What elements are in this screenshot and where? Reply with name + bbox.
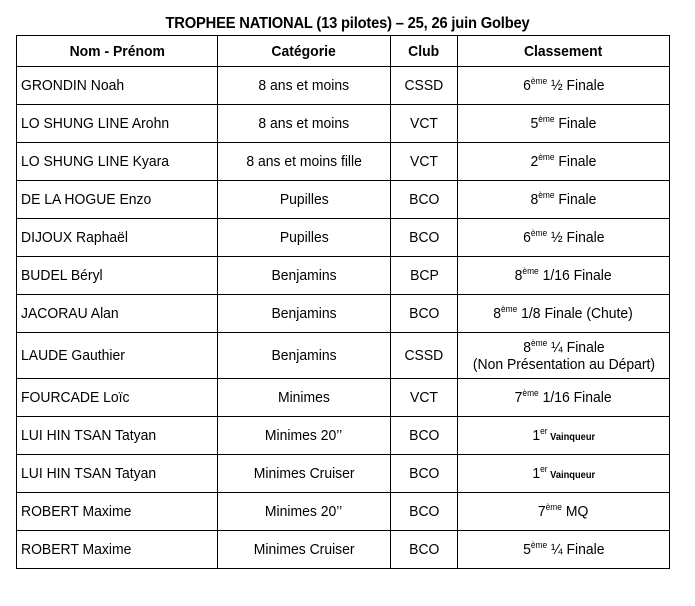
pilot-name: LUI HIN TSAN Tatyan [17,455,218,493]
pilot-name: FOURCADE Loïc [17,379,218,417]
rank-result: Vainqueur [547,432,595,443]
ranking-cell [458,257,670,295]
rank-result: ¼ Finale [546,541,605,558]
rank-number: 7 [515,389,523,406]
rank-result: Vainqueur [547,470,595,481]
ranking-cell [458,379,670,417]
category-cell: Benjamins [218,333,391,379]
ranking-cell [458,105,670,143]
ranking-cell [458,67,670,105]
rank-result: 1/16 Finale [539,389,612,406]
club-cell: BCP [391,257,458,295]
header-category: Catégorie [218,36,391,67]
category-cell: Benjamins [218,295,391,333]
rank-number: 5 [530,115,539,132]
ranking-cell [458,295,670,333]
pilot-name: BUDEL Béryl [17,257,218,295]
rank-number: 8 [493,305,502,322]
ranking-cell [458,143,670,181]
category-cell: Minimes [218,379,391,417]
rank-result: MQ [562,503,589,520]
club-cell: BCO [391,181,458,219]
rank-number: 6 [522,229,531,246]
pilot-name: ROBERT Maxime [17,531,218,569]
pilot-name: LAUDE Gauthier [17,333,218,379]
rank-result: Finale [554,191,597,208]
category-cell: Minimes Cruiser [218,531,391,569]
category-cell: 8 ans et moins fille [218,143,391,181]
pilot-name: DE LA HOGUE Enzo [17,181,218,219]
ranking-cell [458,531,670,569]
rank-result: 1/16 Finale [539,267,612,284]
club-cell: VCT [391,379,458,417]
category-cell: Minimes 20’’ [218,493,391,531]
rank-result: Finale [554,115,597,132]
rank-result: ½ Finale [546,77,605,94]
club-cell: VCT [391,143,458,181]
table-row [17,67,670,105]
table-row [17,493,670,531]
category-cell: Benjamins [218,257,391,295]
page-title: TROPHEE NATIONAL (13 pilotes) – 25, 26 juin Golbey [165,15,530,32]
pilot-name: DIJOUX Raphaël [17,219,218,257]
club-cell: BCO [391,417,458,455]
pilot-name: LO SHUNG LINE Kyara [17,143,218,181]
table-row [17,219,670,257]
rank-suffix: ème [530,76,547,86]
rank-result: ½ Finale [546,229,605,246]
rank-number: 8 [515,267,523,284]
rank-suffix: ème [522,266,540,276]
rank-suffix: ème [546,502,563,512]
category-cell: 8 ans et moins [218,67,391,105]
ranking-cell [458,455,670,493]
table-row [17,531,670,569]
rank-number: 5 [522,541,531,558]
rank-result: ¼ Finale [546,338,605,356]
rank-suffix: ème [530,540,547,550]
rank-result: Finale [554,153,597,170]
table-row [17,257,670,295]
pilot-name: JACORAU Alan [17,295,218,333]
rank-number: 8 [530,191,539,208]
table-row [17,143,670,181]
ranking-cell [458,181,670,219]
ranking-cell [458,333,670,379]
table-row [17,333,670,379]
club-cell: VCT [391,105,458,143]
rank-number: 1 [532,427,540,444]
header-ranking: Classement [458,36,670,67]
rank-number: 8 [522,338,531,356]
header-row [17,36,670,67]
rank-suffix: ème [538,190,555,200]
rank-note: (Non Présentation au Départ) [472,355,655,373]
table-row [17,417,670,455]
ranking-cell [458,219,670,257]
rank-suffix: er [539,426,548,436]
category-cell: Minimes Cruiser [218,455,391,493]
rank-number: 1 [532,465,540,482]
results-table [16,35,670,569]
table-row [17,295,670,333]
club-cell: BCO [391,295,458,333]
rank-number: 2 [530,153,539,170]
rank-number: 6 [522,77,531,94]
category-cell: Minimes 20’’ [218,417,391,455]
club-cell: BCO [391,455,458,493]
club-cell: CSSD [391,67,458,105]
header-name: Nom - Prénom [17,36,218,67]
rank-suffix: ème [530,337,547,348]
category-cell: Pupilles [218,181,391,219]
ranking-cell [458,493,670,531]
club-cell: CSSD [391,333,458,379]
rank-suffix: ème [501,304,518,314]
rank-suffix: ème [522,388,540,398]
pilot-name: LO SHUNG LINE Arohn [17,105,218,143]
pilot-name: ROBERT Maxime [17,493,218,531]
ranking-cell [458,417,670,455]
category-cell: 8 ans et moins [218,105,391,143]
pilot-name: GRONDIN Noah [17,67,218,105]
club-cell: BCO [391,219,458,257]
rank-suffix: ème [530,228,547,238]
rank-number: 7 [538,503,547,520]
table-row [17,379,670,417]
table-row [17,105,670,143]
table-row [17,455,670,493]
rank-suffix: ème [538,114,555,124]
pilot-name: LUI HIN TSAN Tatyan [17,417,218,455]
category-cell: Pupilles [218,219,391,257]
rank-suffix: ème [538,152,555,162]
rank-suffix: er [539,464,548,474]
table-row [17,181,670,219]
rank-result: 1/8 Finale (Chute) [517,305,634,322]
club-cell: BCO [391,493,458,531]
header-club: Club [391,36,458,67]
club-cell: BCO [391,531,458,569]
